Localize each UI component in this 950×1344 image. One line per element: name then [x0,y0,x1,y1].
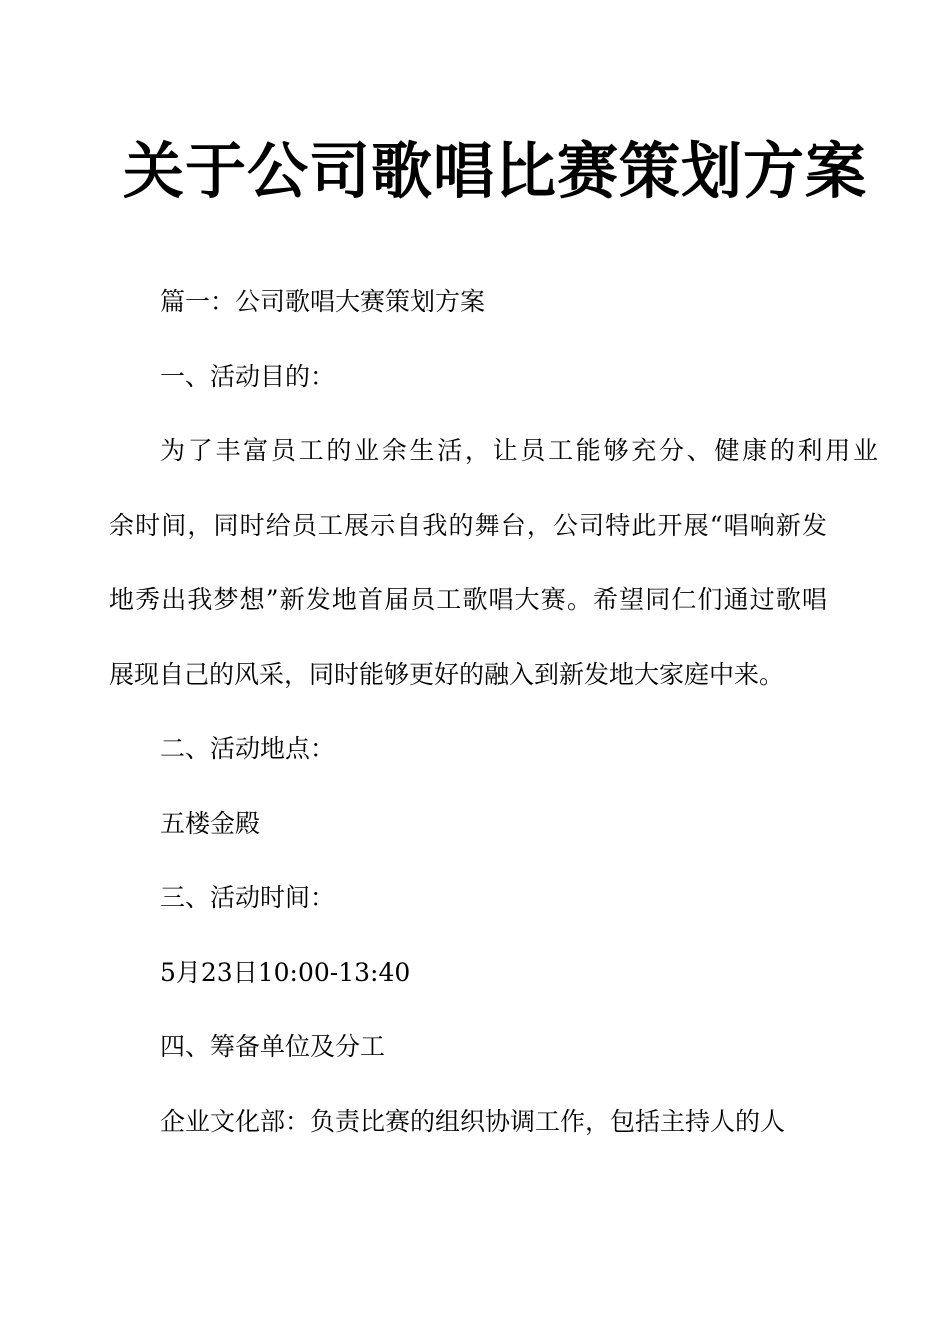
time-text: 5月23日10:00-13:40 [160,957,411,987]
section-heading-part-one: 篇一：公司歌唱大赛策划方案 [160,287,486,316]
section-heading-time: 三、活动时间： [160,883,336,912]
section-heading-location: 二、活动地点： [160,734,336,763]
paragraph-line: 地秀出我梦想”新发地首届员工歌唱大赛。希望同仁们通过歌唱 [109,585,827,614]
document-title: 关于公司歌唱比赛策划方案 [122,136,867,207]
section-heading-purpose: 一、活动目的： [160,361,336,391]
document-body [109,283,878,1177]
paragraph-line: 为了丰富员工的业余生活，让员工能够充分、健康的利用业 [160,436,878,465]
section-heading-organizers: 四、筹备单位及分工 [160,1032,386,1061]
paragraph-line: 企业文化部：负责比赛的组织协调工作，包括主持人的人 [160,1106,786,1136]
paragraph-line: 余时间，同时给员工展示自我的舞台，公司特此开展“唱响新发 [109,510,827,540]
paragraph-line: 展现自己的风采，同时能够更好的融入到新发地大家庭中来。 [109,659,785,689]
location-text: 五楼金殿 [160,808,261,838]
